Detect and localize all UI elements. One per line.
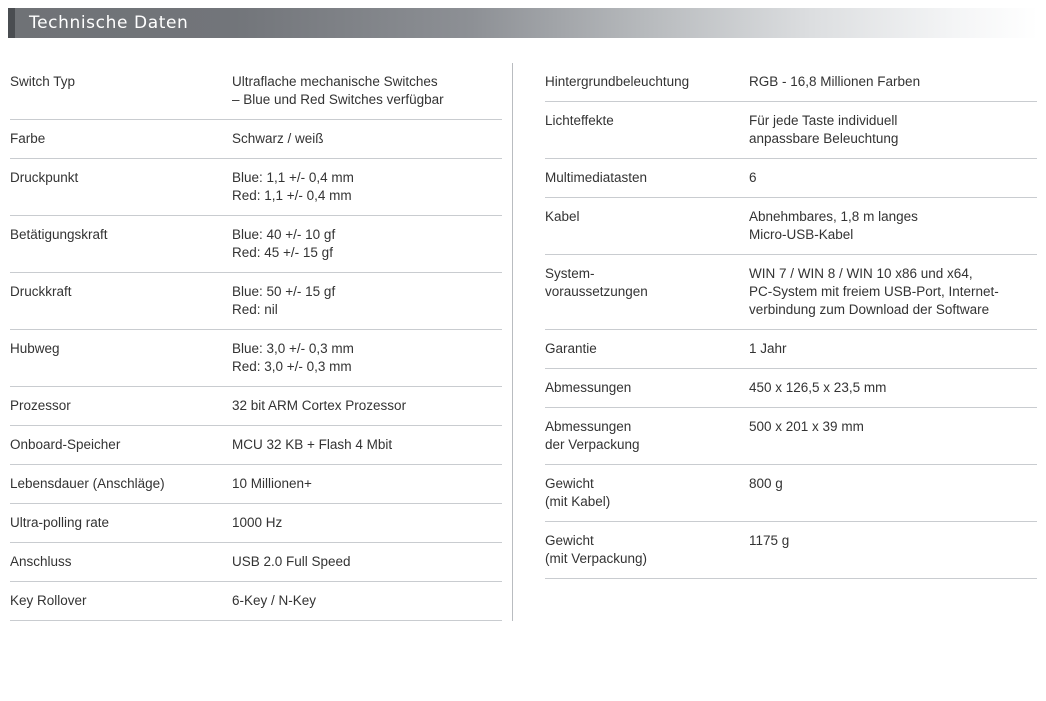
spec-label <box>10 330 232 387</box>
spec-label <box>10 543 232 582</box>
spec-value-line: 800 g <box>749 476 783 491</box>
spec-value <box>232 63 502 120</box>
spec-value-line: 1 Jahr <box>749 341 787 356</box>
spec-columns <box>0 63 1046 621</box>
spec-label-text: voraussetzungen <box>545 284 648 299</box>
spec-label-text: Switch Typ <box>10 74 76 89</box>
spec-value <box>232 273 502 330</box>
table-row <box>545 63 1037 102</box>
spec-label-text: der Verpackung <box>545 437 640 452</box>
spec-value-line: 6-Key / N-Key <box>232 593 317 608</box>
spec-label-text: Druckkraft <box>10 284 72 299</box>
spec-value-line: Blue: 40 +/- 10 gf <box>232 227 336 242</box>
table-row <box>545 522 1037 579</box>
spec-value <box>749 522 1037 579</box>
spec-value <box>232 426 502 465</box>
spec-value-line: – Blue und Red Switches verfügbar <box>232 92 444 107</box>
right-spec-table-body <box>545 63 1037 579</box>
table-row <box>545 465 1037 522</box>
spec-value-line: Ultraflache mechanische Switches <box>232 74 438 89</box>
spec-value <box>749 465 1037 522</box>
spec-value-line: 1000 Hz <box>232 515 283 530</box>
left-spec-table-body <box>10 63 502 621</box>
spec-value <box>232 159 502 216</box>
table-row <box>10 543 502 582</box>
table-row <box>10 330 502 387</box>
spec-label <box>10 216 232 273</box>
spec-value-line: Blue: 50 +/- 15 gf <box>232 284 336 299</box>
spec-label-text: Abmessungen <box>545 419 632 434</box>
table-row <box>545 159 1037 198</box>
spec-value <box>232 543 502 582</box>
spec-value-line: Red: 45 +/- 15 gf <box>232 245 333 260</box>
spec-label <box>10 465 232 504</box>
spec-value-line: USB 2.0 Full Speed <box>232 554 351 569</box>
table-row <box>10 63 502 120</box>
spec-value-line: WIN 7 / WIN 8 / WIN 10 x86 und x64, <box>749 266 973 281</box>
spec-value <box>232 120 502 159</box>
right-spec-table <box>545 63 1037 579</box>
spec-value <box>749 369 1037 408</box>
section-header <box>8 8 1038 38</box>
spec-value-line: 1175 g <box>749 533 790 548</box>
spec-label <box>545 63 749 102</box>
spec-value-line: 32 bit ARM Cortex Prozessor <box>232 398 407 413</box>
table-row <box>10 504 502 543</box>
spec-value <box>749 102 1037 159</box>
left-spec-table <box>10 63 502 621</box>
spec-value <box>749 63 1037 102</box>
table-row <box>10 465 502 504</box>
spec-value-line: verbindung zum Download der Software <box>749 302 990 317</box>
table-row <box>10 426 502 465</box>
spec-label-text: Onboard-Speicher <box>10 437 121 452</box>
spec-value-line: Micro-USB-Kabel <box>749 227 854 242</box>
spec-label <box>545 465 749 522</box>
spec-label <box>545 198 749 255</box>
spec-label-text: Gewicht <box>545 533 594 548</box>
spec-label <box>10 582 232 621</box>
spec-label <box>545 408 749 465</box>
spec-value-line: 6 <box>749 170 757 185</box>
spec-label <box>10 387 232 426</box>
spec-label-text: Hintergrundbeleuchtung <box>545 74 690 89</box>
spec-label-text: (mit Verpackung) <box>545 551 648 566</box>
spec-label-text: Key Rollover <box>10 593 87 608</box>
spec-label-text: Farbe <box>10 131 46 146</box>
spec-label-text: Garantie <box>545 341 597 356</box>
table-row <box>545 255 1037 330</box>
spec-value-line: 10 Millionen+ <box>232 476 312 491</box>
table-row <box>10 159 502 216</box>
spec-label-text: Betätigungskraft <box>10 227 108 242</box>
spec-value-line: RGB - 16,8 Millionen Farben <box>749 74 921 89</box>
table-row <box>545 408 1037 465</box>
spec-value-line: PC-System mit freiem USB-Port, Internet- <box>749 284 999 299</box>
table-row <box>10 120 502 159</box>
spec-value <box>749 159 1037 198</box>
spec-label-text: Multimediatasten <box>545 170 648 185</box>
table-row <box>10 387 502 426</box>
spec-value <box>232 387 502 426</box>
spec-label-text: Lebensdauer (Anschläge) <box>10 476 165 491</box>
spec-label-text: Ultra-polling rate <box>10 515 110 530</box>
spec-value <box>749 408 1037 465</box>
spec-value <box>749 198 1037 255</box>
spec-label <box>10 120 232 159</box>
table-row <box>545 369 1037 408</box>
table-row <box>10 582 502 621</box>
spec-value-line: Blue: 1,1 +/- 0,4 mm <box>232 170 354 185</box>
spec-value-line: Für jede Taste individuell <box>749 113 898 128</box>
spec-value-line: MCU 32 KB + Flash 4 Mbit <box>232 437 393 452</box>
left-spec-column <box>10 63 502 621</box>
spec-label <box>10 426 232 465</box>
spec-value-line: Blue: 3,0 +/- 0,3 mm <box>232 341 354 356</box>
spec-label <box>10 504 232 543</box>
header-accent-bar <box>8 8 15 38</box>
spec-label <box>545 522 749 579</box>
spec-value <box>232 330 502 387</box>
table-row <box>545 198 1037 255</box>
spec-label <box>545 159 749 198</box>
spec-label-text: Anschluss <box>10 554 72 569</box>
spec-label-text: Lichteffekte <box>545 113 614 128</box>
table-row <box>545 330 1037 369</box>
spec-label-text: Gewicht <box>545 476 594 491</box>
spec-value <box>232 465 502 504</box>
spec-value-line: Abnehmbares, 1,8 m langes <box>749 209 918 224</box>
spec-label-text: (mit Kabel) <box>545 494 611 509</box>
spec-label <box>545 369 749 408</box>
spec-label <box>545 330 749 369</box>
spec-value <box>232 216 502 273</box>
spec-value-line: Schwarz / weiß <box>232 131 324 146</box>
spec-value-line: Red: 1,1 +/- 0,4 mm <box>232 188 352 203</box>
spec-label-text: Druckpunkt <box>10 170 79 185</box>
spec-value <box>749 330 1037 369</box>
spec-label-text: System- <box>545 266 595 281</box>
table-row <box>10 216 502 273</box>
spec-label <box>10 273 232 330</box>
right-spec-column <box>545 63 1037 621</box>
table-row <box>10 273 502 330</box>
spec-value-line: 450 x 126,5 x 23,5 mm <box>749 380 887 395</box>
spec-value-line: Red: 3,0 +/- 0,3 mm <box>232 359 352 374</box>
spec-sheet-page <box>0 8 1046 701</box>
spec-value-line: 500 x 201 x 39 mm <box>749 419 864 434</box>
table-row <box>545 102 1037 159</box>
spec-value <box>232 582 502 621</box>
spec-label-text: Abmessungen <box>545 380 632 395</box>
spec-label-text: Kabel <box>545 209 580 224</box>
spec-label-text: Prozessor <box>10 398 71 413</box>
spec-value-line: anpassbare Beleuchtung <box>749 131 899 146</box>
column-divider <box>512 63 513 621</box>
spec-value <box>749 255 1037 330</box>
spec-label-text: Hubweg <box>10 341 60 356</box>
spec-label <box>10 159 232 216</box>
spec-label <box>545 255 749 330</box>
page-title: Technische Daten <box>29 13 189 33</box>
spec-value <box>232 504 502 543</box>
spec-label <box>10 63 232 120</box>
spec-label <box>545 102 749 159</box>
spec-value-line: Red: nil <box>232 302 278 317</box>
